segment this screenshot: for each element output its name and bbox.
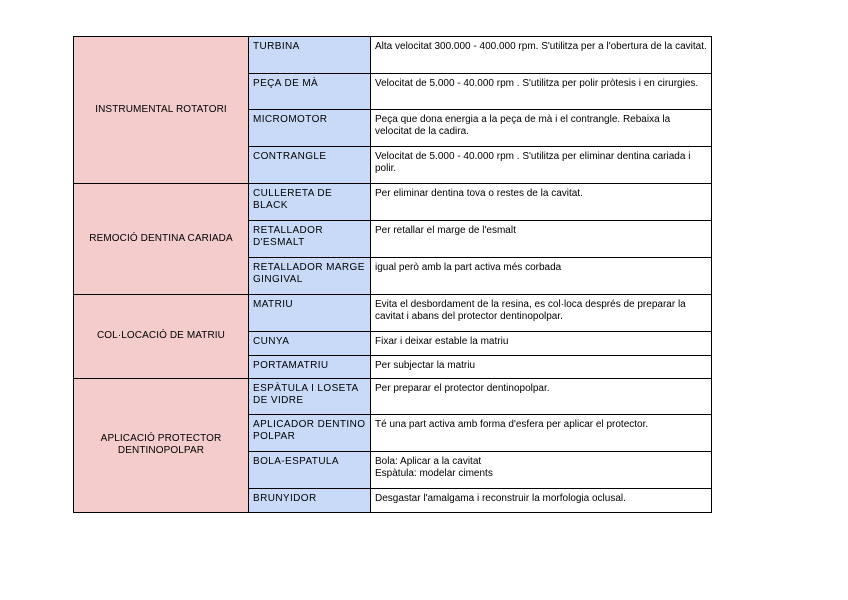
tool-cell: PEÇA DE MÀ <box>249 74 371 110</box>
tool-cell: MATRIU <box>249 295 371 332</box>
tool-cell: ESPÀTULA I LOSETA DE VIDRE <box>249 379 371 415</box>
table-row <box>74 295 712 332</box>
tool-cell: MICROMOTOR <box>249 110 371 147</box>
description-cell: Té una part activa amb forma d'esfera per aplicar el protector. <box>371 415 712 452</box>
tool-cell: TURBINA <box>249 37 371 74</box>
table-row <box>74 184 712 221</box>
description-cell: igual però amb la part activa més corbada <box>371 258 712 295</box>
tool-cell: RETALLADOR D'ESMALT <box>249 221 371 258</box>
instruments-table <box>73 36 712 513</box>
category-cell: REMOCIÓ DENTINA CARIADA <box>74 184 249 295</box>
description-cell: Per preparar el protector dentinopolpar. <box>371 379 712 415</box>
category-cell: INSTRUMENTAL ROTATORI <box>74 37 249 184</box>
table-row <box>74 37 712 74</box>
description-cell: Per retallar el marge de l'esmalt <box>371 221 712 258</box>
tool-cell: CULLERETA DE BLACK <box>249 184 371 221</box>
description-cell: Peça que dona energia a la peça de mà i el contrangle. Rebaixa la velocitat de la cadira. <box>371 110 712 147</box>
description-cell: Velocitat de 5.000 - 40.000 rpm . S'utilitza per polir pròtesis i en cirurgies. <box>371 74 712 110</box>
tool-cell: BRUNYIDOR <box>249 489 371 513</box>
tool-cell: BOLA-ESPATULA <box>249 452 371 489</box>
description-cell: Per eliminar dentina tova o restes de la cavitat. <box>371 184 712 221</box>
description-cell: Per subjectar la matriu <box>371 356 712 379</box>
tool-cell: APLICADOR DENTINO POLPAR <box>249 415 371 452</box>
table-row <box>74 379 712 415</box>
description-cell: Desgastar l'amalgama i reconstruir la morfologia oclusal. <box>371 489 712 513</box>
description-cell: Velocitat de 5.000 - 40.000 rpm . S'utilitza per eliminar dentina cariada i polir. <box>371 147 712 184</box>
tool-cell: PORTAMATRIU <box>249 356 371 379</box>
tool-cell: CUNYA <box>249 332 371 356</box>
category-cell: APLICACIÓ PROTECTOR DENTINOPOLPAR <box>74 379 249 513</box>
tool-cell: RETALLADOR MARGE GINGIVAL <box>249 258 371 295</box>
category-cell: COL·LOCACIÓ DE MATRIU <box>74 295 249 379</box>
description-cell: Evita el desbordament de la resina, es col·loca després de preparar la cavitat i abans del protector dentinopolpar. <box>371 295 712 332</box>
description-cell: Fixar i deixar estable la matriu <box>371 332 712 356</box>
description-cell: Bola: Aplicar a la cavitat Espàtula: modelar ciments <box>371 452 712 489</box>
tool-cell: CONTRANGLE <box>249 147 371 184</box>
description-cell: Alta velocitat 300.000 - 400.000 rpm. S'utilitza per a l'obertura de la cavitat. <box>371 37 712 74</box>
